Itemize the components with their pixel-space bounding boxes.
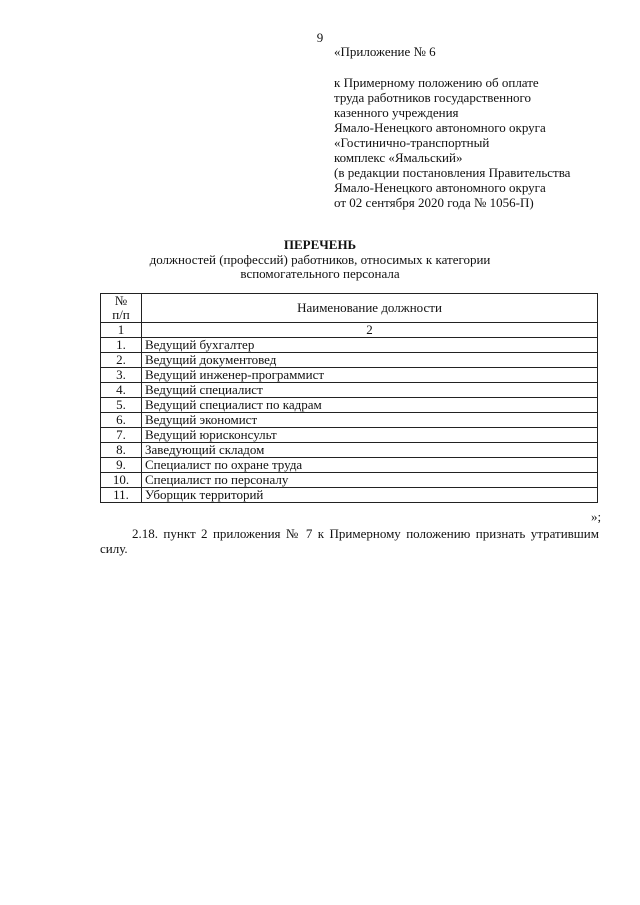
appendix-title: «Приложение № 6	[334, 44, 436, 59]
subtitle-line: должностей (профессий) работников, относимых к категории	[149, 252, 491, 267]
row-name: Ведущий юрисконсульт	[142, 428, 598, 443]
table-row	[101, 458, 598, 473]
index-cell-1: 1	[101, 323, 142, 338]
subtitle-line: вспомогательного персонала	[240, 266, 400, 281]
page-number: 9	[316, 30, 324, 45]
table-row	[101, 428, 598, 443]
row-name: Заведующий складом	[142, 443, 598, 458]
table-row	[101, 383, 598, 398]
table-index-row	[101, 323, 598, 338]
appendix-line: от 02 сентября 2020 года № 1056-П)	[334, 195, 534, 210]
row-name: Ведущий инженер-программист	[142, 368, 598, 383]
table-row	[101, 353, 598, 368]
table-row	[101, 398, 598, 413]
table-row	[101, 368, 598, 383]
row-name: Уборщик территорий	[142, 488, 598, 503]
row-number: 3.	[101, 368, 142, 383]
appendix-header	[334, 44, 570, 210]
table-header-row	[101, 294, 598, 323]
row-number: 1.	[101, 338, 142, 353]
row-number: 7.	[101, 428, 142, 443]
appendix-line: к Примерному положению об оплате	[334, 75, 539, 90]
closing-mark: »;	[591, 509, 602, 524]
row-name: Ведущий специалист	[142, 383, 598, 398]
header-name: Наименование должности	[142, 294, 598, 323]
index-cell-2: 2	[142, 323, 598, 338]
appendix-line: комплекс «Ямальский»	[334, 150, 463, 165]
row-number: 2.	[101, 353, 142, 368]
positions-table	[100, 293, 598, 503]
appendix-line: Ямало-Ненецкого автономного округа	[334, 180, 546, 195]
row-number: 6.	[101, 413, 142, 428]
table-row	[101, 488, 598, 503]
table-row	[101, 443, 598, 458]
header-number: № п/п	[101, 294, 142, 323]
table-row	[101, 473, 598, 488]
appendix-line: (в редакции постановления Правительства	[334, 165, 571, 180]
appendix-line: труда работников государственного	[334, 90, 532, 105]
row-name: Ведущий бухгалтер	[142, 338, 598, 353]
row-number: 8.	[101, 443, 142, 458]
appendix-line: казенного учреждения	[334, 105, 459, 120]
row-name: Ведущий экономист	[142, 413, 598, 428]
row-number: 5.	[101, 398, 142, 413]
table-row	[101, 338, 598, 353]
row-name: Ведущий документовед	[142, 353, 598, 368]
table-row	[101, 413, 598, 428]
appendix-line: «Гостинично-транспортный	[334, 135, 490, 150]
row-number: 11.	[101, 488, 142, 503]
appendix-line: Ямало-Ненецкого автономного округа	[334, 120, 546, 135]
row-name: Ведущий специалист по кадрам	[142, 398, 598, 413]
row-name: Специалист по охране труда	[142, 458, 598, 473]
row-number: 10.	[101, 473, 142, 488]
row-name: Специалист по персоналу	[142, 473, 598, 488]
amendment-paragraph: 2.18. пункт 2 приложения № 7 к Примерному положению признать утратившим силу.	[100, 526, 599, 556]
document-title: ПЕРЕЧЕНЬ	[283, 237, 357, 252]
row-number: 9.	[101, 458, 142, 473]
row-number: 4.	[101, 383, 142, 398]
document-subtitle	[0, 253, 640, 281]
